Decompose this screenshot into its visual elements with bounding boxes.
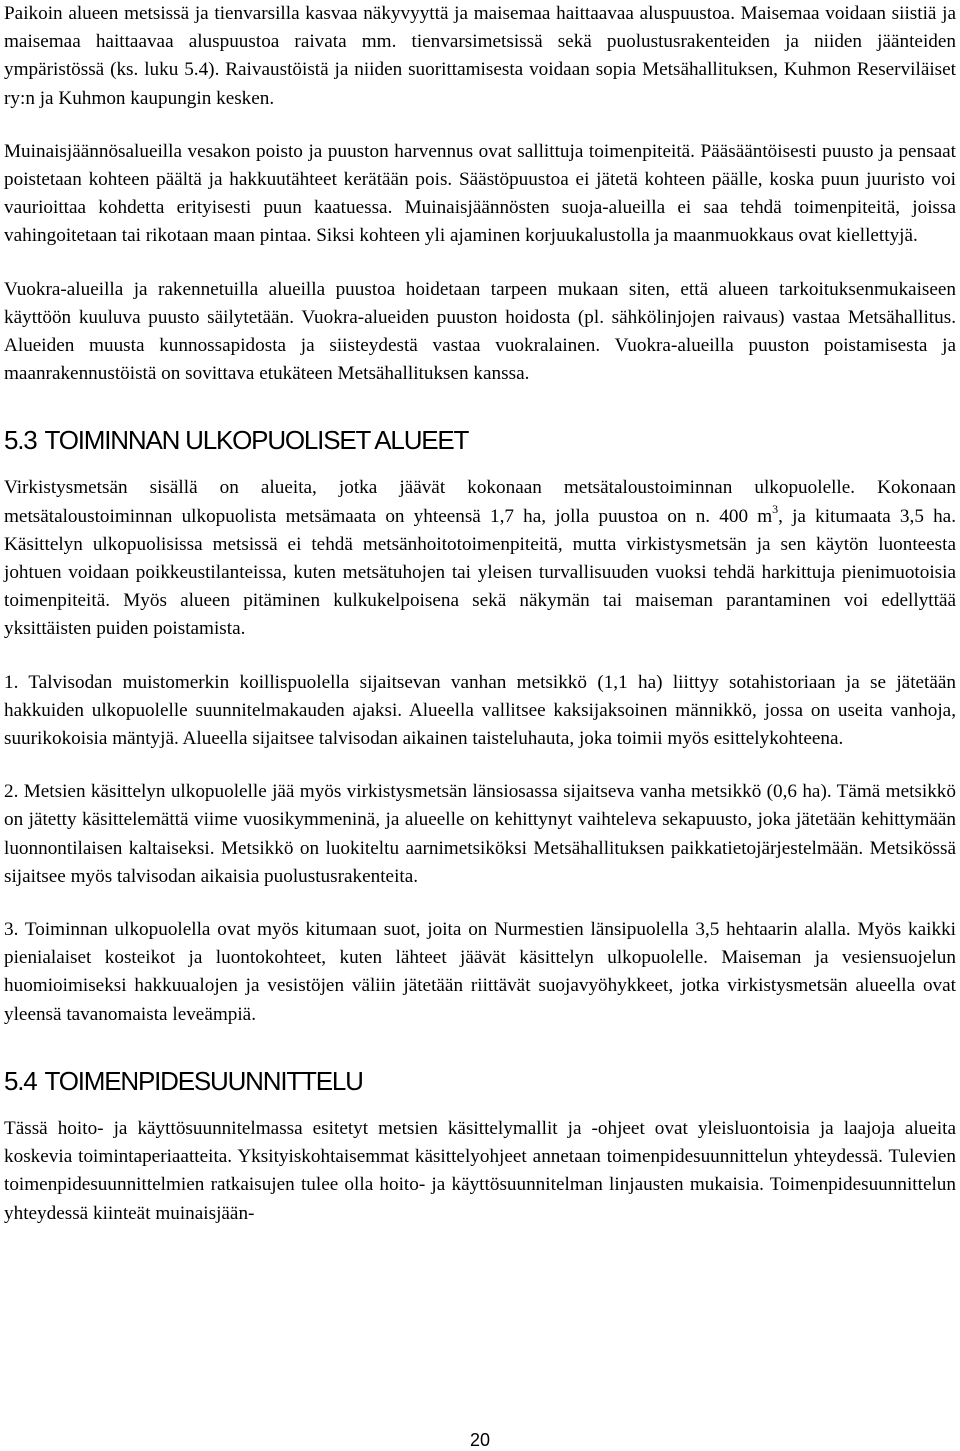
paragraph-understory-clearing: Paikoin alueen metsissä ja tienvarsilla kasvaa näkyvyyttä ja maisemaa haittaavaa aluspuustoa. Maisemaa voidaan siistiä ja maisemaa haittaavaa aluspuustoa raivata mm. tienvarsimetsissä sekä puolustusrakenteiden ja niiden jäänteiden ympäristössä (ks. luku 5.4). Raivaustöistä ja niiden suorittamisesta voidaan sopia Metsähallituksen, Kuhmon Reserviläiset ry:n ja Kuhmon kaupungin kesken. — [4, 3, 956, 109]
document-page — [4, 0, 956, 1253]
paragraph-lease-areas: Vuokra-alueilla ja rakennetuilla alueilla puustoa hoidetaan tarpeen mukaan siten, että alueen tarkoituksenmukaiseen käyttöön kuuluva puusto säilytetään. Vuokra-alueiden puuston hoidosta (pl. sähkölinjojen raivaus) vastaa Metsähallitus. Alueiden muusta kunnossapidosta ja siisteydestä vastaa vuokralainen. Vuokra-alueilla puuston poistamisesta ja maanrakennustöistä on sovittava etukäteen Metsähallituksen kanssa. — [4, 278, 956, 385]
list-item-1: 1. Talvisodan muistomerkin koillispuolella sijaitsevan vanhan metsikkö (1,1 ha) liittyy sotahistoriaan ja se jätetään hakkuiden ulkopuolelle suunnitelmakauden ajaksi. Alueella vallitsee kaksijaksoinen männikkö, jossa on useita vanhoja, suurikokoisia mäntyjä. Alueella sijaitsee talvisodan aikainen taisteluhauta, joka toimii myös esittelykohteena. — [4, 671, 956, 750]
list-item-3: 3. Toiminnan ulkopuolella ovat myös kitumaan suot, joita on Nurmestien länsipuolella 3,5 hehtaarin alalla. Myös kaikki pienialaiset kosteikot ja luontokohteet, kuten lähteet jäävät käsittelyn ulkopuolelle. Maiseman ja vesiensuojelun huomioimiseksi hakkuualojen ja vesistöjen väliin jätetään riittävät suojavyöhykkeet, jotka virkistysmetsän alueella ovat yleensä tavanomaista leveämpiä. — [4, 919, 956, 1025]
section-number: 5.4 — [4, 1065, 37, 1096]
section-heading-5-3 — [4, 424, 956, 456]
section-title: TOIMINNAN ULKOPUOLISET ALUEET — [44, 425, 469, 456]
paragraph-antiquities: Muinaisjäännösalueilla vesakon poisto ja puuston harvennus ovat sallittuja toimenpiteitä. Pääsääntöisesti puusto ja pensaat poistetaan kohteen päältä ja hakkuutähteet kerätään pois. Säästöpuustoa ei jätetä kohteen päälle, koska puun juuristo voi vaurioittaa kohdetta erityisesti puun kaatuessa. Muinaisjäännösten suoja-alueilla ei saa tehdä toimenpiteitä, joissa vahingoitetaan tai rikotaan maan pintaa. Siksi kohteen yli ajaminen korjuukalustolla ja maanmuokkaus ovat kiellettyjä. — [4, 140, 956, 247]
text-run: , ja kitumaata 3,5 ha. Käsittelyn ulkopuolisissa metsissä ei tehdä metsänhoitotoimenpiteitä, mutta virkistysmetsän ja sen käytön luonteesta johtuen voidaan poikkeustilanteissa, kuten metsätuhojen tai yleisen turvallisuuden vuoksi tehdä harkittuja pienimuotoisia toimenpiteitä. Myös alueen pitäminen kulkukelpoisena sekä näkymän tai maiseman parantaminen voi edellyttää yksittäisten puiden poistamista. — [4, 505, 956, 640]
superscript: 3 — [772, 502, 779, 517]
page-number: 20 — [469, 1430, 491, 1450]
paragraph-excluded-areas — [4, 474, 956, 643]
section-heading-5-4 — [4, 1065, 956, 1097]
section-title: TOIMENPIDESUUNNITTELU — [44, 1065, 363, 1096]
section-number: 5.3 — [4, 425, 37, 456]
text-run: Virkistysmetsän sisällä on alueita, jotka jäävät kokonaan metsätaloustoiminnan ulkopuolelle. Kokonaan metsätaloustoiminnan ulkopuolista metsämaata on yhteensä 1,7 ha, jolla puustoa on n. 400 m — [4, 477, 956, 527]
list-item-2: 2. Metsien käsittelyn ulkopuolelle jää myös virkistysmetsän länsiosassa sijaitseva vanha metsikkö (0,6 ha). Tämä metsikkö on jätetty käsittelemättä viime vuosikymmeninä, ja alueelle on kehittynyt vaihteleva sekapuusto, joka jätetään kehittymään luonnontilaisen kaltaiseksi. Metsikkö on luokiteltu aarnimetsiköksi Metsähallituksen paikkatietojärjestelmään. Metsikössä sijaitsee myös talvisodan aikaisia puolustusrakenteita. — [4, 781, 956, 887]
paragraph-operation-planning: Tässä hoito- ja käyttösuunnitelmassa esitetyt metsien käsittelymallit ja -ohjeet ovat yleisluontoisia ja laajoja alueita koskevia toimintaperiaatteita. Yksityiskohtaisemmat käsittelyohjeet annetaan toimenpidesuunnittelun yhteydessä. Tulevien toimenpidesuunnittelmien ratkaisujen tulee olla hoito- ja käyttösuunnitelman linjausten mukaisia. Toimenpidesuunnittelun yhteydessä kiinteät muinaisjään- — [4, 1117, 956, 1224]
